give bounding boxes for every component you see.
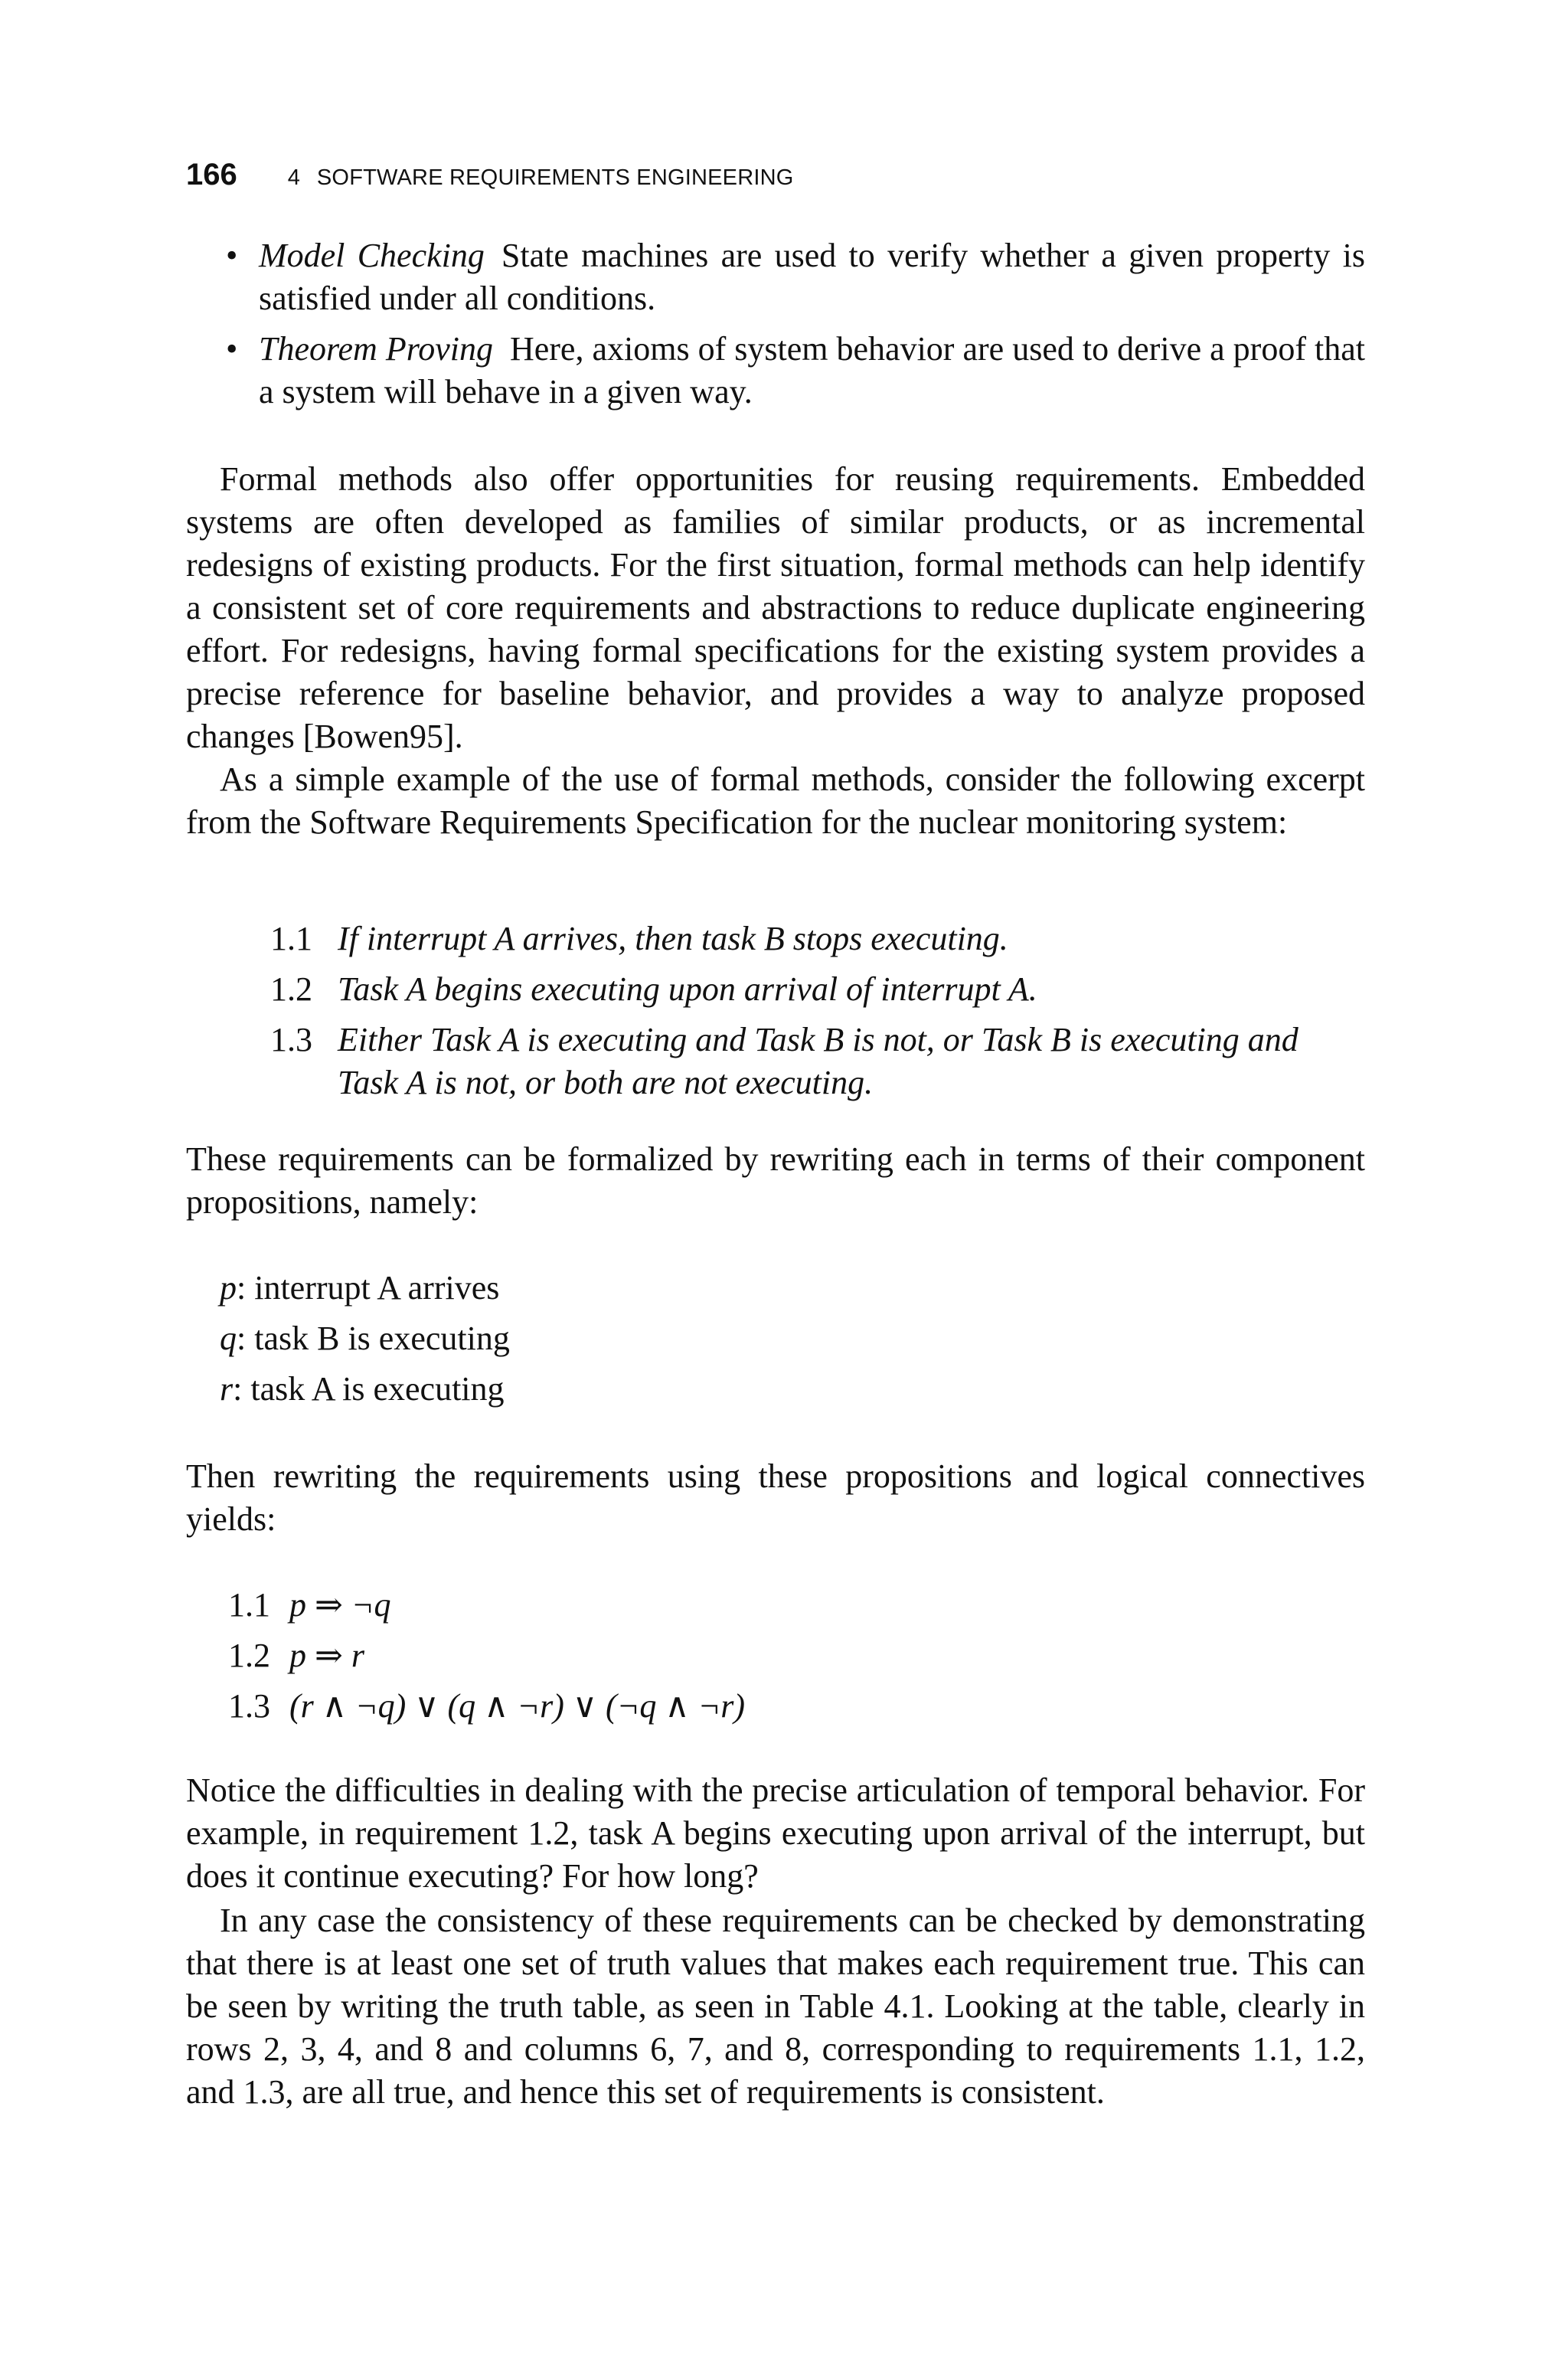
requirement-number: 1.1 — [270, 920, 312, 957]
formula-item — [228, 1634, 745, 1677]
chapter-number: 4 — [287, 165, 300, 190]
bullet-item — [186, 234, 1365, 320]
requirement-text: Either Task A is executing and Task B is not, or Task B is executing and Task A is not, or both are not executing. — [338, 1021, 1298, 1101]
propositions-list — [220, 1267, 510, 1418]
formula-expression: p ⇒ ¬q — [289, 1586, 391, 1624]
requirement-item — [270, 917, 1357, 960]
paragraph: Formal methods also offer opportunities for reusing requirements. Embedded systems are often developed as families of similar products, or as incremental redesigns of existing products. For the first situation, formal methods can help identify a consistent set of core requirements and abstractions to reduce duplicate engineering effort. For redesigns, having formal specifications for the existing system provides a precise reference for baseline behavior, and provides a way to analyze proposed changes [Bowen95]. — [186, 460, 1365, 755]
proposition-variable: r — [220, 1370, 234, 1408]
formula-item — [228, 1685, 745, 1728]
formula-number: 1.3 — [228, 1687, 270, 1725]
bullet-term: Model Checking — [259, 237, 485, 274]
requirement-item — [270, 968, 1357, 1011]
proposition-text: : interrupt A arrives — [237, 1269, 500, 1307]
requirements-excerpt — [270, 917, 1357, 1112]
chapter-title: SOFTWARE REQUIREMENTS ENGINEERING — [316, 165, 794, 190]
proposition-item — [220, 1368, 510, 1411]
bullet-text: Here, axioms of system behavior are used to derive a proof that a system will behave in a given way. — [259, 330, 1365, 410]
paragraph: As a simple example of the use of formal methods, consider the following excerpt from the Software Requirements Specification for the nuclear monitoring system: — [186, 760, 1365, 841]
requirement-text: If interrupt A arrives, then task B stops executing. — [338, 920, 1008, 957]
formula-expression: p ⇒ r — [289, 1637, 364, 1674]
requirement-text: Task A begins executing upon arrival of interrupt A. — [338, 970, 1037, 1008]
bullet-icon: • — [226, 330, 238, 368]
paragraph: Then rewriting the requirements using these propositions and logical connectives yields: — [186, 1457, 1365, 1538]
requirement-number: 1.2 — [270, 970, 312, 1008]
proposition-variable: q — [220, 1320, 237, 1357]
requirement-number: 1.3 — [270, 1021, 312, 1058]
proposition-text: : task A is executing — [233, 1370, 505, 1408]
paragraph: Notice the difficulties in dealing with the precise articulation of temporal behavior. For example, in requirement 1.2, task A begins executing upon arrival of the interrupt, but does it continue executing? For how long? — [186, 1771, 1365, 1895]
requirement-item — [270, 1019, 1357, 1104]
paragraph: These requirements can be formalized by rewriting each in terms of their component propositions, namely: — [186, 1140, 1365, 1221]
formula-expression: (r ∧ ¬q) ∨ (q ∧ ¬r) ∨ (¬q ∧ ¬r) — [289, 1687, 746, 1725]
formal-method-bullets — [186, 234, 1365, 421]
paragraph: In any case the consistency of these requirements can be checked by demonstrating that there is at least one set of truth values that makes each requirement true. This can be seen by writing the truth table, as seen in Table 4.1. Looking at the table, clearly in rows 2, 3, 4, and 8 and columns 6, 7, and 8, corresponding to requirements 1.1, 1.2, and 1.3, are all true, and hence this set of requirements is consistent. — [186, 1902, 1365, 2111]
proposition-variable: p — [220, 1269, 237, 1307]
formalized-requirements — [228, 1584, 745, 1735]
bullet-icon: • — [226, 237, 238, 274]
formula-number: 1.2 — [228, 1637, 270, 1674]
proposition-item — [220, 1317, 510, 1360]
bullet-term: Theorem Proving — [259, 330, 493, 368]
running-header — [186, 153, 1380, 199]
formula-number: 1.1 — [228, 1586, 270, 1624]
proposition-item — [220, 1267, 510, 1310]
proposition-text: : task B is executing — [237, 1320, 510, 1357]
page-number: 166 — [186, 158, 237, 191]
bullet-text: State machines are used to verify whether a given property is satisfied under all conditions. — [259, 237, 1366, 317]
bullet-item — [186, 328, 1365, 414]
formula-item — [228, 1584, 745, 1627]
